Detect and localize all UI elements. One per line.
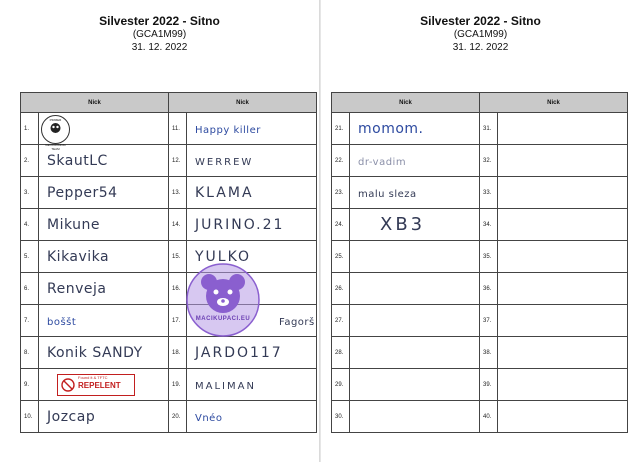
row-number: 9. [21,369,39,401]
row-number: 1. [21,113,39,145]
nick-cell [187,401,317,433]
row-number: 24. [332,209,350,241]
team-stamp-icon [41,115,70,151]
event-date: 31. 12. 2022 [131,42,188,53]
stamp-text: REPELENT [78,381,121,390]
nick-cell [39,369,169,401]
table-row [332,177,628,209]
row-number: 28. [332,337,350,369]
stamp-text: Found it & TFTC [78,375,108,380]
nick-signature: KLAMA [195,184,254,201]
logbook-page-right [321,0,640,462]
nick-cell [39,273,169,305]
nick-cell [350,337,480,369]
nick-signature: YULKO [195,248,252,265]
cache-code: (GCA1M99) [132,29,187,40]
row-number: 20. [169,401,187,433]
page-header [321,14,640,54]
nick-cell [350,401,480,433]
table-row [21,209,317,241]
column-header: Nick [480,93,628,113]
nick-cell [498,337,628,369]
nick-signature: boššt [47,316,77,328]
table-row [21,177,317,209]
nick-cell [39,209,169,241]
nick-cell [350,177,480,209]
row-number: 22. [332,145,350,177]
nick-cell [350,369,480,401]
row-number: 15. [169,241,187,273]
nick-cell [187,177,317,209]
table-row [332,401,628,433]
row-number: 35. [480,241,498,273]
row-number: 23. [332,177,350,209]
nick-signature: Happy killer [195,124,261,136]
logbook-page-left [0,0,319,462]
row-number: 17. [169,305,187,337]
stamp-text: GEOCACHING TEAM [45,143,66,151]
nick-table [20,92,317,433]
nick-signature: dr-vadim [358,156,407,168]
nick-cell [498,241,628,273]
row-number: 25. [332,241,350,273]
column-header: Nick [21,93,169,113]
nick-cell [350,273,480,305]
nick-cell [498,305,628,337]
cache-code: (GCA1M99) [453,29,508,40]
nick-cell [498,145,628,177]
row-number: 12. [169,145,187,177]
stamp-text: PIRMER [49,118,62,122]
column-header: Nick [332,93,480,113]
row-number: 10. [21,401,39,433]
nick-signature: Pepper54 [47,184,118,201]
nick-signature: Vnéo [195,412,223,424]
row-number: 33. [480,177,498,209]
nick-signature: Jozcap [47,408,96,425]
table-row [332,113,628,145]
page-title: Silvester 2022 - Sitno [99,14,220,28]
row-number: 39. [480,369,498,401]
repellent-stamp [57,374,135,396]
nick-signature: momom. [358,120,424,137]
nick-cell [187,337,317,369]
row-number: 2. [21,145,39,177]
nick-signature: malu sleza [358,188,417,200]
teddy-stamp-text: MACIKUPACI.EU [195,316,251,322]
nick-signature: JURINO.21 [195,216,285,233]
nick-cell [498,401,628,433]
page-title: Silvester 2022 - Sitno [420,14,541,28]
row-number: 4. [21,209,39,241]
nick-cell [187,145,317,177]
row-number: 6. [21,273,39,305]
row-number: 38. [480,337,498,369]
no-mosquito-icon [61,378,75,392]
nick-cell [350,305,480,337]
row-number: 40. [480,401,498,433]
row-number: 26. [332,273,350,305]
nick-signature: JARDO117 [195,344,283,361]
nick-signature: Fagorš [279,316,315,328]
row-number: 11. [169,113,187,145]
nick-cell [39,305,169,337]
nick-cell [350,241,480,273]
row-number: 13. [169,177,187,209]
nick-signature: SkautLC [47,152,108,169]
nick-cell [39,145,169,177]
row-number: 14. [169,209,187,241]
row-number: 37. [480,305,498,337]
nick-signature: XB3 [380,214,426,235]
nick-cell [39,337,169,369]
nick-cell [350,209,480,241]
nick-cell [350,145,480,177]
event-date: 31. 12. 2022 [452,42,509,53]
row-number: 36. [480,273,498,305]
table-row [21,113,317,145]
row-number: 8. [21,337,39,369]
row-number: 32. [480,145,498,177]
row-number: 19. [169,369,187,401]
table-row [21,305,317,337]
nick-signature: Konik SANDY [47,344,143,361]
nick-cell [39,113,169,151]
row-number: 18. [169,337,187,369]
nick-cell [498,369,628,401]
nick-cell [498,273,628,305]
nick-signature: Kikavika [47,248,110,265]
column-header: Nick [169,93,317,113]
row-number: 16. [169,273,187,305]
nick-cell [498,113,628,145]
table-row [21,401,317,433]
table-row [332,337,628,369]
nick-table [331,92,628,433]
table-row [21,337,317,369]
row-number: 5. [21,241,39,273]
page-header [0,14,319,54]
table-row [332,209,628,241]
nick-cell [39,401,169,433]
row-number: 3. [21,177,39,209]
table-row [332,241,628,273]
table-row [332,273,628,305]
table-row [332,305,628,337]
row-number: 29. [332,369,350,401]
table-row [21,369,317,401]
nick-signature: Renveja [47,280,107,297]
nick-cell [498,177,628,209]
nick-signature: WERREW [195,156,254,168]
row-number: 21. [332,113,350,145]
table-row [21,273,317,305]
nick-cell [39,177,169,209]
row-number: 31. [480,113,498,145]
nick-cell [498,209,628,241]
row-number: 30. [332,401,350,433]
table-row [21,241,317,273]
nick-signature: Mikune [47,216,101,233]
nick-cell [39,241,169,273]
table-row [332,369,628,401]
nick-cell [350,113,480,145]
teddy-bear-stamp-icon [185,262,261,338]
nick-cell [187,113,317,145]
row-number: 27. [332,305,350,337]
nick-signature: MALIMAN [195,380,256,392]
row-number: 34. [480,209,498,241]
face-icon [42,122,69,136]
row-number: 7. [21,305,39,337]
nick-cell [187,209,317,241]
table-row [21,145,317,177]
nick-cell [187,369,317,401]
table-row [332,145,628,177]
